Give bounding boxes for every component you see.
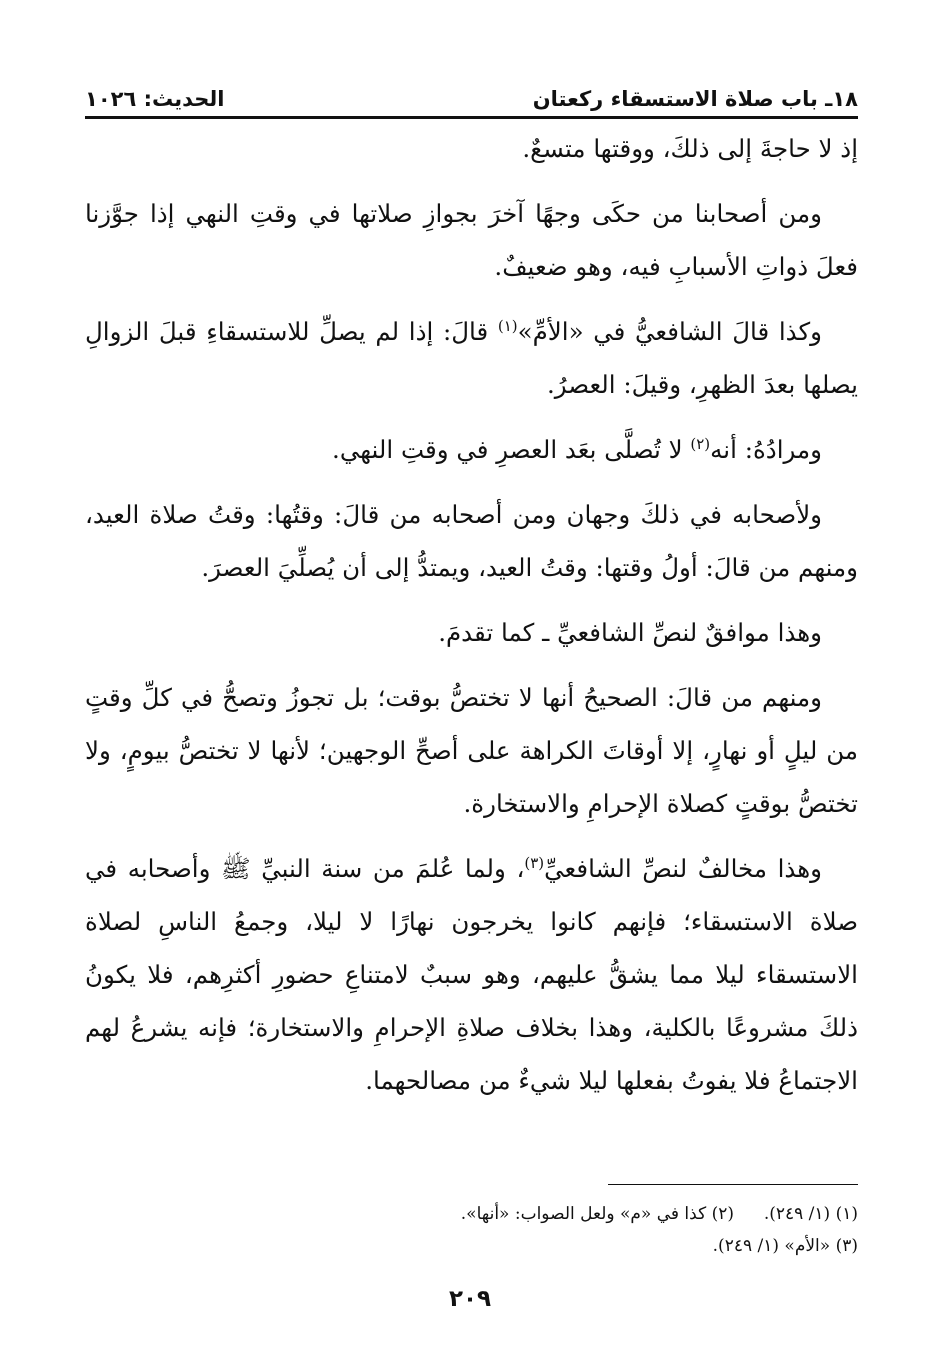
paragraph-3-start: وكذا قالَ الشافعيُّ في «الأمِّ» [517, 317, 822, 346]
paragraph-8-end: ، ولما عُلمَ من سنة النبيِّ ﷺ وأصحابه في صلاة الاستسقاء؛ فإنهم كانوا يخرجون نهارًا لا ليلا، وجمعُ الناسِ لصلاة الاستسقاء ليلا مما يشقُّ عليهم، وهو سببٌ لامتناعِ حضورِ أكثرِهم، فلا يكونُ ذلكَ مشروعًا بالكلية، وهذا بخلاف صلاةِ الإحرامِ والاستخارة؛ فإنه يشرعُ لهم الاجتماعُ فلا يفوتُ بفعلها ليلا شيءٌ من مصالحهما. [85, 854, 858, 1095]
chapter-title: ١٨ـ باب صلاة الاستسقاء ركعتان [532, 87, 858, 111]
paragraph-2: ومن أصحابنا من حكَى وجهًا آخرَ بجوازِ صلاتها في وقتِ النهي إذا جوَّزنا فعلَ ذواتِ الأسبابِ فيه، وهو ضعيفٌ. [85, 199, 858, 281]
paragraph-4-start: ومرادُهُ: أنه [710, 435, 822, 464]
footnote-ref-3: (٣) [524, 854, 545, 872]
running-header [85, 78, 858, 112]
paragraph-8-start: وهذا مخالفٌ لنصِّ الشافعيِّ [544, 854, 822, 883]
page-number: ٢٠٩ [448, 1286, 492, 1312]
hadith-number: الحديث: ١٠٢٦ [85, 87, 225, 111]
footnote-ref-2: (٢) [690, 435, 711, 453]
paragraph-1: إذ لا حاجةَ إلى ذلكَ، ووقتها متسعٌ. [522, 134, 858, 163]
footnote-row-1 [85, 1198, 858, 1230]
paragraph-8 [85, 842, 858, 1107]
footnote-row-2 [85, 1230, 858, 1262]
main-text [85, 122, 858, 1119]
paragraph-5: ولأصحابه في ذلكَ وجهان ومن أصحابه من قالَ: وقتُها: وقتُ صلاة العيد، ومنهم من قالَ: أولُ وقتها: وقتُ العيد، ويمتدُّ إلى أن يُصلِّيَ العصرَ. [85, 500, 858, 582]
paragraph-6: وهذا موافقٌ لنصِّ الشافعيِّ ـ كما تقدمَ. [438, 618, 822, 647]
footnotes [85, 1198, 858, 1262]
paragraph-4-end: لا تُصلَّى بعَد العصرِ في وقتِ النهي. [332, 435, 691, 464]
header-rule [85, 116, 858, 119]
footnote-1: (١) (١/ ٢٤٩). [763, 1204, 858, 1224]
footnote-rule [608, 1184, 858, 1185]
footnote-3: (٣) «الأم» (١/ ٢٤٩). [712, 1236, 858, 1256]
paragraph-7: ومنهم من قالَ: الصحيحُ أنها لا تختصُّ بوقت؛ بل تجوزُ وتصحُّ في كلِّ وقتٍ من ليلٍ أو نهارٍ، إلا أوقاتَ الكراهة على أصحِّ الوجهين؛ لأنها لا تختصُّ بيومٍ، ولا تختصُّ بوقتٍ كصلاة الإحرامِ والاستخارة. [85, 683, 858, 818]
footnote-ref-1: (١) [497, 317, 518, 335]
paragraph-3 [85, 305, 858, 411]
paragraph-3-end: قالَ: إذا لم يصلِّ للاستسقاءِ قبلَ الزوالِ يصلها بعدَ الظهرِ، وقيلَ: العصرُ. [85, 317, 858, 399]
paragraph-4 [85, 423, 858, 476]
footnote-2: (٢) كذا في «م» ولعل الصواب: «أنها». [460, 1204, 734, 1224]
